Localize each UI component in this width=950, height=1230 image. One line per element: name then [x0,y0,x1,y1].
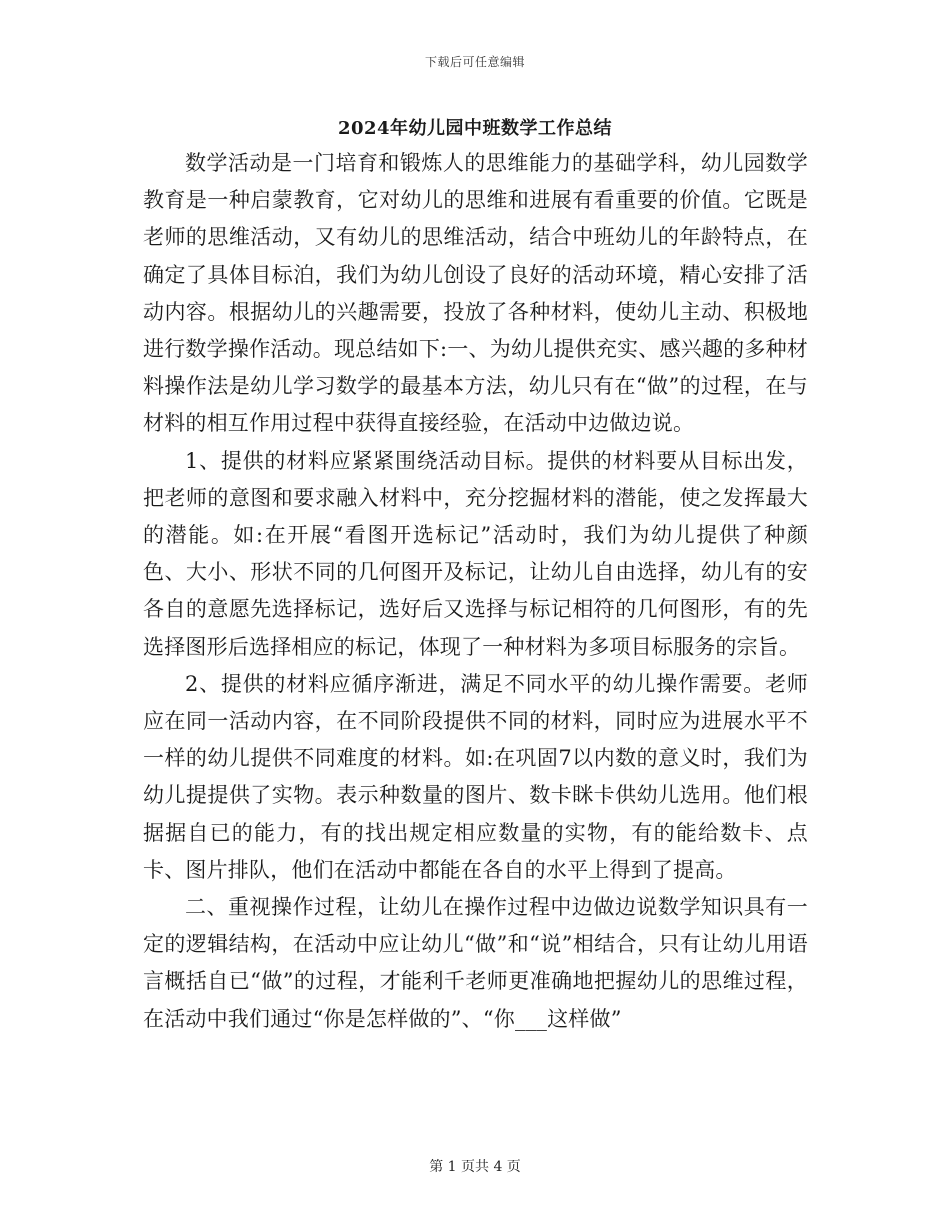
page-number-footer: 第 1 页共 4 页 [429,1159,521,1175]
paragraph-section-2: 二、重视操作过程，让幼儿在操作过程中边做边说数学知识具有一定的逻辑结构，在活动中应让幼儿“做”和“说”相结合，只有让幼儿用语言概括自已“做”的过程，才能利千老师更准确地把握幼儿的思维过程，在活动中我们通过“你是怎样做的”、“你___这样做” [143,895,808,1031]
paragraph-intro: 数学活动是一门培育和锻炼人的思维能力的基础学科，幼儿园数学教育是一种启蒙教育，它对幼儿的思维和进展有看重要的价值。它既是老师的思维活动，又有幼儿的思维活动，结合中班幼儿的年龄特点，在确定了具体目标泊，我们为幼儿创设了良好的活动环境，精心安排了活动内容。根据幼儿的兴趣需要，投放了各种材料，使幼儿主动、积极地进行数学操作活动。现总结如下:一、为幼儿提供充实、感兴趣的多种材料操作法是幼儿学习数学的最基本方法，幼儿只有在“做”的过程，在与材料的相互作用过程中获得直接经验，在活动中边做边说。 [143,151,808,436]
paragraph-point-1: 1、提供的材料应紧紧围绕活动目标。提供的材料要从目标出发，把老师的意图和要求融入材料中，充分挖掘材料的潜能，使之发挥最大的潜能。如:在开展“看图开选标记”活动时，我们为幼儿提供了种颜色、大小、形状不同的几何图开及标记，让幼儿自由选择，幼儿有的安各自的意愿先选择标记，选好后又选择与标记相符的几何图形，有的先选择图形后选择相应的标记，体现了一种材料为多项目标服务的宗旨。 [143,448,808,659]
header-note: 下载后可任意编辑 [424,55,525,69]
document-title: 2024年幼儿园中班数学工作总结 [337,118,613,139]
paragraph-point-2: 2、提供的材料应循序渐进，满足不同水平的幼儿操作需要。老师应在同一活动内容，在不同阶段提供不同的材料，同时应为进展水平不一样的幼儿提供不同难度的材料。如:在巩固7以内数的意义时，我们为幼儿提提供了实物。表示种数量的图片、数卡眯卡供幼儿选用。他们根据据自已的能力，有的找出规定相应数量的实物，有的能给数卡、点卡、图片排队，他们在活动中都能在各自的水平上得到了提高。 [143,671,808,882]
document-body [143,145,808,1038]
